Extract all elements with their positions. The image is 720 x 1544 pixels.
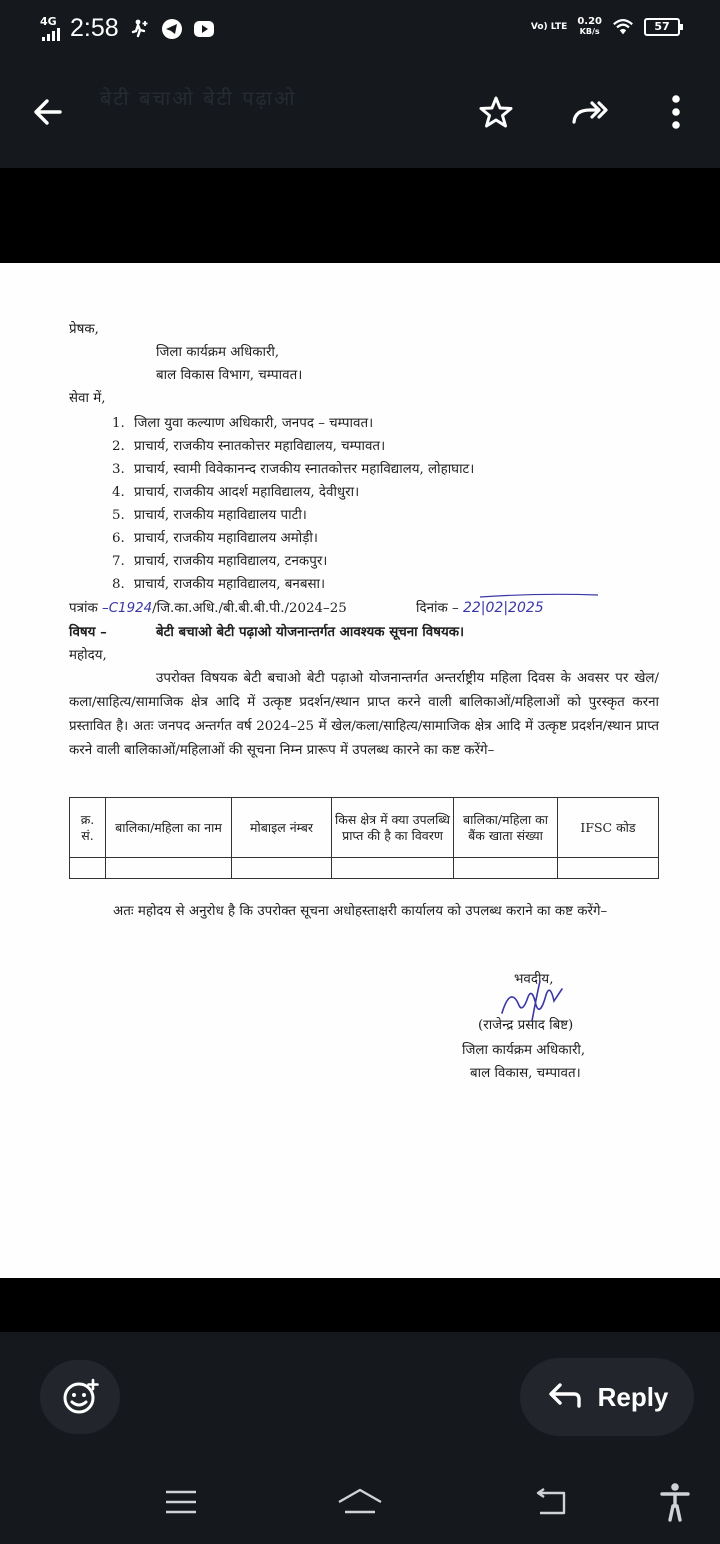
- add-emoji-icon: [60, 1377, 100, 1417]
- date-underline: [478, 592, 600, 600]
- subject-text: बेटी बचाओ बेटी पढ़ाओ योजनान्तर्गत आवश्यक सूचना विषयक।: [156, 624, 465, 640]
- nav-back-button[interactable]: [525, 1482, 575, 1522]
- table-header-cell: IFSC कोड: [558, 798, 659, 858]
- network-type: 4G: [40, 15, 57, 28]
- reply-label: Reply: [597, 1381, 669, 1412]
- forward-button[interactable]: [564, 86, 616, 138]
- battery-indicator: 57: [644, 18, 680, 36]
- more-options-button[interactable]: [650, 86, 702, 138]
- clock: 2:58: [70, 14, 119, 42]
- table-header-cell: मोबाइल नंम्बर: [232, 798, 332, 858]
- more-vertical-icon: [671, 94, 681, 130]
- table-header-row: [70, 798, 659, 858]
- reference-number: पत्रांक –C1924/जि.का.अधि./बी.बी.बी.पी./2024–25: [69, 601, 347, 616]
- table-header-cell: बालिका/महिला का नाम: [106, 798, 232, 858]
- sign-name: (राजेन्द्र प्रसाद बिष्ट): [478, 1018, 574, 1033]
- accessibility-icon: [659, 1482, 691, 1522]
- recipient-item: 8. प्राचार्य, राजकीय महाविद्यालय, बनबसा।: [112, 577, 326, 592]
- body-paragraph: उपरोक्त विषयक बेटी बचाओ बेटी पढ़ाओ योजनान्तर्गत अन्तर्राष्ट्रीय महिला दिवस के अवसर पर खेल/कला/साहित्य/सामाजिक क्षेत्र आदि में उत्कृष्ट प्रदर्शन/स्थान प्राप्त करने वाली बालिकाओं/महिलाओं को पुरस्कृत करना प्रस्तावित है। अतः जनपद अन्तर्गत वर्ष 2024–25 में खेल/कला/साहित्य/सामाजिक क्षेत्र आदि में उत्कृष्ट प्रदर्शन/स्थान प्राप्त करने वाली बालिकाओं/महिलाओं की सूचना निम्न प्रारूप में उपलब्ध कारने का कष्ट करेंगे–: [69, 671, 659, 758]
- to-label: सेवा में,: [69, 391, 106, 406]
- closing-paragraph: अतः महोदय से अनुरोध है कि उपरोक्त सूचना अधोहस्ताक्षरी कार्यालय को उपलब्ध कराने का कष्ट करेंगे–: [113, 904, 608, 919]
- handwritten-date: 22|02|2025: [462, 600, 544, 616]
- back-nav-icon: [530, 1487, 570, 1517]
- signal-indicator: [40, 16, 60, 41]
- nav-home-button[interactable]: [335, 1482, 385, 1522]
- letter-date: दिनांक – 22|02|2025: [416, 600, 544, 616]
- recipient-item: 4. प्राचार्य, राजकीय आदर्श महाविद्यालय, देवीधुरा।: [112, 485, 360, 500]
- nav-menu-button[interactable]: [156, 1482, 206, 1522]
- network-speed: 0.20 KB/s: [577, 16, 602, 36]
- table-header-cell: किस क्षेत्र में क्या उपलब्धि प्राप्त की है का विवरण: [332, 798, 454, 858]
- information-format-table: [69, 797, 659, 879]
- sign-title1: जिला कार्यक्रम अधिकारी,: [462, 1043, 586, 1058]
- recipient-item: 6. प्राचार्य, राजकीय महाविद्यालय अमोड़ी।: [112, 531, 318, 546]
- bottom-bar: [0, 1332, 720, 1544]
- table-header-cell: क्र. सं.: [70, 798, 106, 858]
- forward-all-icon: [568, 94, 612, 130]
- reply-button[interactable]: [520, 1358, 694, 1436]
- subject-label: विषय –: [69, 624, 107, 640]
- home-icon: [335, 1486, 385, 1518]
- table-row: [70, 858, 659, 879]
- menu-icon: [163, 1488, 199, 1516]
- app-bar: [0, 58, 720, 168]
- notification-walk-icon: [129, 18, 151, 40]
- recipient-item: 3. प्राचार्य, स्वामी विवेकानन्द राजकीय स्नातकोत्तर महाविद्यालय, लोहाघाट।: [112, 462, 475, 477]
- wifi-icon: [612, 16, 634, 38]
- back-button[interactable]: [22, 86, 74, 138]
- reaction-button[interactable]: [40, 1360, 120, 1434]
- signal-icon: [42, 27, 60, 41]
- volte-indicator: Vo) LTE: [530, 21, 568, 32]
- star-button[interactable]: [470, 86, 522, 138]
- sign-greeting: भवदीय,: [514, 972, 554, 987]
- table-header-cell: बालिका/महिला का बैंक खाता संख्या: [454, 798, 558, 858]
- arrow-left-icon: [30, 94, 66, 130]
- salutation: महोदय,: [69, 648, 107, 663]
- recipient-item: 2. प्राचार्य, राजकीय स्नातकोत्तर महाविद्यालय, चम्पावत।: [112, 439, 386, 454]
- sender-label: प्रेषक,: [69, 322, 99, 337]
- recipient-item: 1. जिला युवा कल्याण अधिकारी, जनपद – चम्पावत।: [112, 416, 374, 431]
- handwritten-ref: –C1924: [102, 601, 153, 616]
- status-bar: [0, 0, 720, 58]
- letter-document[interactable]: [0, 263, 720, 1278]
- recipient-item: 7. प्राचार्य, राजकीय महाविद्यालय, टनकपुर।: [112, 554, 328, 569]
- sender-line1: जिला कार्यक्रम अधिकारी,: [156, 345, 280, 360]
- sign-title2: बाल विकास, चम्पावत।: [470, 1066, 581, 1081]
- attachment-top-margin: [0, 168, 720, 263]
- recipient-item: 5. प्राचार्य, राजकीय महाविद्यालय पाटी।: [112, 508, 307, 523]
- telegram-icon: [161, 18, 183, 40]
- reply-icon: [546, 1382, 582, 1412]
- nav-accessibility-button[interactable]: [650, 1482, 700, 1522]
- sender-line2: बाल विकास विभाग, चम्पावत।: [156, 368, 303, 383]
- star-icon: [478, 94, 514, 130]
- faded-title: बेटी बचाओ बेटी पढ़ाओ: [100, 86, 297, 110]
- youtube-icon: [193, 18, 215, 40]
